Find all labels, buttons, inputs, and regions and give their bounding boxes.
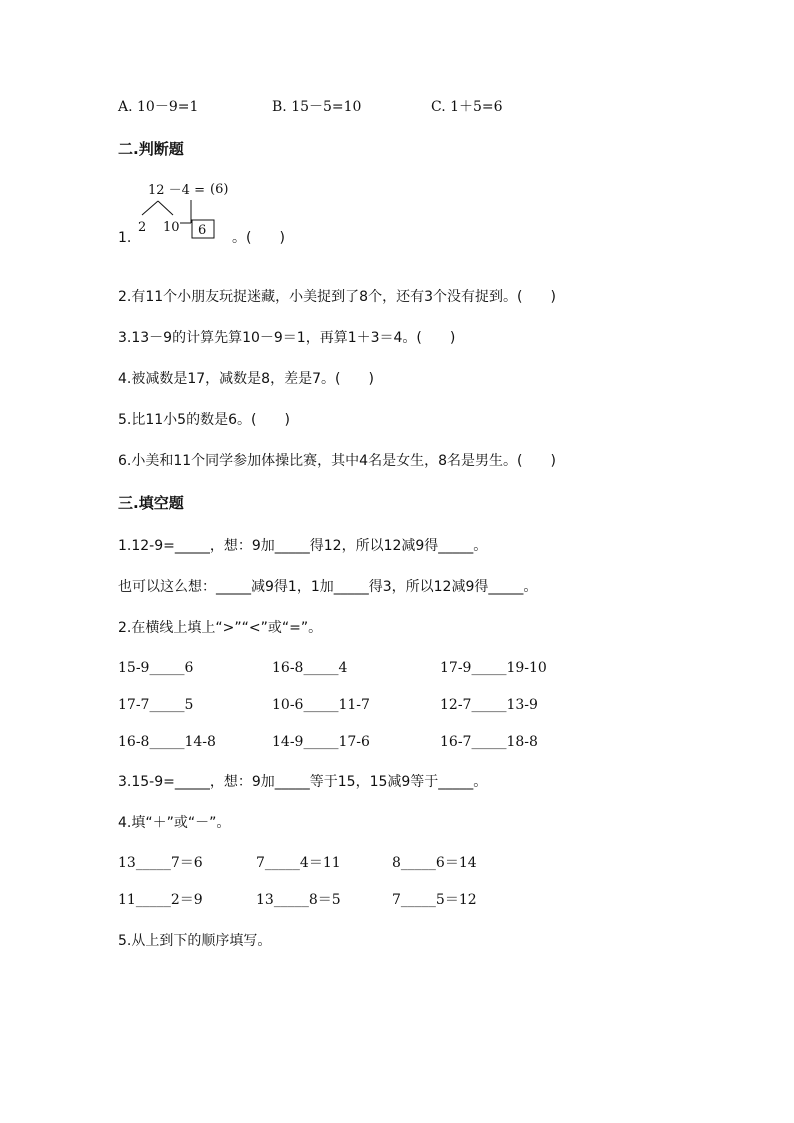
- diagram-part-a: 2: [138, 220, 147, 235]
- fill-q4-title: 4.填“＋”或“－”。: [118, 815, 231, 831]
- fill-q3: 3.15-9=_____，想：9加_____等于15，15减9等于_____。: [118, 774, 488, 790]
- diagram-box-value: 6: [198, 223, 207, 238]
- fill-q5: 5.从上到下的顺序填写。: [118, 933, 272, 949]
- choice-b: B. 15－5=10: [272, 99, 362, 115]
- fill-q1-line2: 也可以这么想：_____减9得1，1加_____得3，所以12减9得_____。: [118, 579, 538, 595]
- choice-c: C. 1＋5=6: [431, 99, 503, 115]
- judgement-q6: 6.小美和11个同学参加体操比赛，其中4名是女生，8名是男生。( ): [118, 453, 556, 469]
- diagram-part-b: 10: [163, 220, 180, 235]
- compare-item: 14-9_____17-6: [272, 734, 370, 750]
- judgement-q3: 3.13－9的计算先算10－9＝1，再算1＋3＝4。( ): [118, 330, 456, 346]
- judgement-q1-number: 1.: [118, 230, 132, 246]
- judgement-q2: 2.有11个小朋友玩捉迷藏，小美捉到了8个，还有3个没有捉到。( ): [118, 289, 556, 305]
- compare-item: 17-7_____5: [118, 697, 194, 713]
- compare-item: 10-6_____11-7: [272, 697, 370, 713]
- diagram-answer: (6): [210, 182, 229, 197]
- compare-item: 12-7_____13-9: [440, 697, 538, 713]
- operator-item: 7_____5＝12: [392, 892, 477, 908]
- operator-item: 13_____8＝5: [256, 892, 341, 908]
- diagram-branch-left: [142, 201, 158, 215]
- operator-item: 8_____6＝14: [392, 855, 477, 871]
- fill-q2-title: 2.在横线上填上“>”“<”或“=”。: [118, 620, 323, 636]
- operator-item: 7_____4＝11: [256, 855, 341, 871]
- compare-item: 16-8_____4: [272, 660, 348, 676]
- compare-item: 15-9_____6: [118, 660, 194, 676]
- operator-item: 11_____2＝9: [118, 892, 203, 908]
- section-title-judgement: 二.判断题: [118, 140, 184, 158]
- compare-item: 16-7_____18-8: [440, 734, 538, 750]
- decomposition-diagram: [118, 176, 248, 246]
- judgement-q4: 4.被减数是17，减数是8，差是7。( ): [118, 371, 374, 387]
- operator-item: 13_____7＝6: [118, 855, 203, 871]
- judgement-q5: 5.比11小5的数是6。( ): [118, 412, 290, 428]
- compare-item: 17-9_____19-10: [440, 660, 547, 676]
- diagram-branch-right: [158, 201, 173, 215]
- compare-item: 16-8_____14-8: [118, 734, 216, 750]
- diagram-expression: 12 －4 =: [148, 183, 205, 198]
- judgement-q1-answer-blank[interactable]: 。( ): [232, 230, 285, 246]
- fill-q1-line1: 1.12-9=_____，想：9加_____得12，所以12减9得_____。: [118, 538, 488, 554]
- section-title-fill-blank: 三.填空题: [118, 494, 184, 512]
- choice-a: A. 10－9=1: [118, 99, 199, 115]
